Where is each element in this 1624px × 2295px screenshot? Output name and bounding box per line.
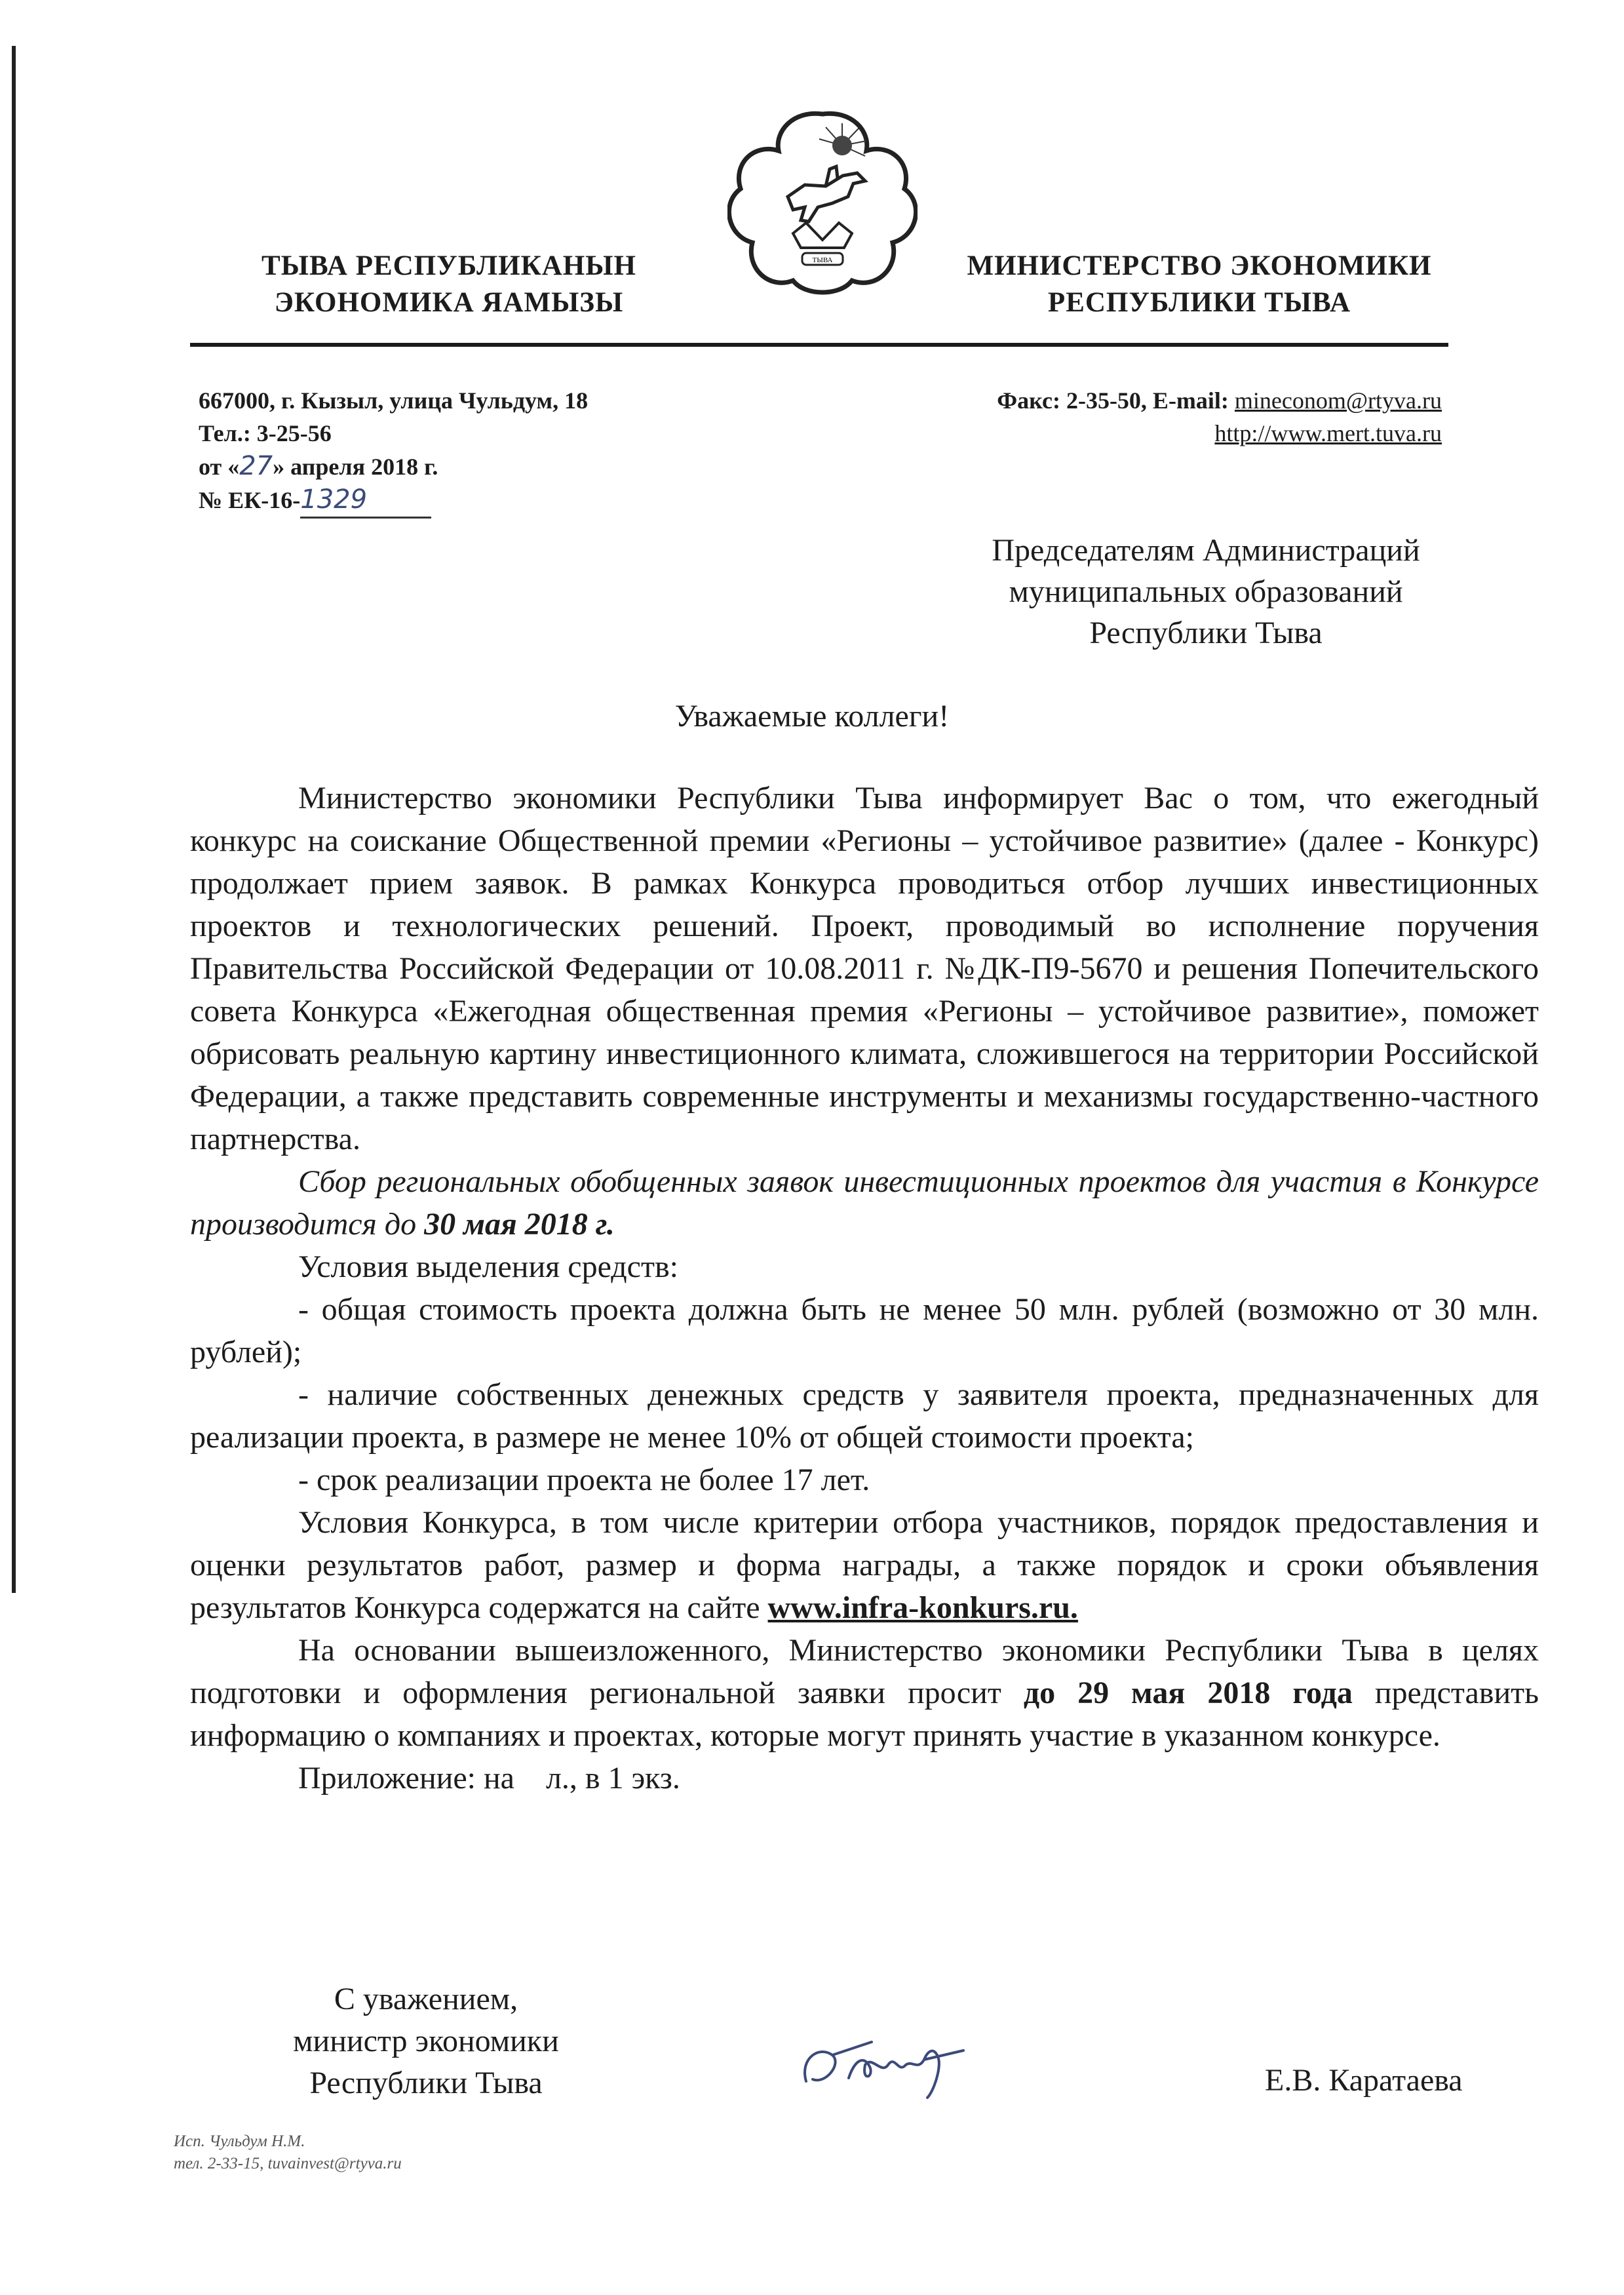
- paragraph-2: Сбор региональных обобщенных заявок инвестиционных проектов для участия в Конкурсе производится до 30 мая 2018 г.: [190, 1164, 1539, 1242]
- sender-address-block: [199, 384, 588, 519]
- website-link[interactable]: http://www.mert.tuva.ru: [1214, 420, 1442, 446]
- handwritten-signature: [793, 2019, 990, 2104]
- deadline-date: 30 мая 2018 г.: [424, 1207, 615, 1242]
- attachment-note: Приложение: на л., в 1 экз.: [298, 1761, 680, 1795]
- letter-body: [190, 777, 1539, 1799]
- executor-note: [174, 2130, 402, 2175]
- closing-line1: С уважением,: [334, 1982, 518, 2016]
- right-header-line2: РЕСПУБЛИКИ ТЫВА: [1047, 287, 1351, 318]
- executor-name: Исп. Чульдум Н.М.: [174, 2132, 305, 2150]
- executor-contact: тел. 2-33-15, tuvainvest@rtyva.ru: [174, 2155, 402, 2172]
- right-header-line1: МИНИСТЕРСТВО ЭКОНОМИКИ: [967, 250, 1432, 281]
- paragraph-7: Условия Конкурса, в том числе критерии отбора участников, порядок предоставления и оценки результатов работ, размер и форма награды, а также порядок и сроки объявления результатов Конкурса содержатся на сайте www.infra-konkurs.ru.: [190, 1505, 1539, 1625]
- addressee-line1: Председателям Администраций: [992, 533, 1420, 568]
- left-header-title: [242, 248, 655, 321]
- paragraph-8: На основании вышеизложенного, Министерство экономики Республики Тыва в целях подготовки и оформления региональной заявки просит до 29 мая 2018 года представить информацию о компаниях и проектах, которые могут принять участие в указанном конкурсе.: [190, 1633, 1539, 1753]
- date-day-handwritten: 27: [239, 451, 273, 481]
- date-line: от «27» апреля 2018 г.: [199, 451, 438, 481]
- signer-name: Е.В. Каратаева: [1265, 2063, 1463, 2098]
- right-header-title: [944, 248, 1455, 321]
- contact-block: [997, 384, 1442, 450]
- closing-block: [256, 1978, 596, 2104]
- outgoing-number-handwritten: 1329: [300, 484, 368, 515]
- addressee-block: [918, 530, 1494, 654]
- condition-cost: - общая стоимость проекта должна быть не менее 50 млн. рублей (возможно от 30 млн. рублей);: [190, 1292, 1539, 1369]
- header-divider: [190, 343, 1448, 347]
- address-line: 667000, г. Кызыл, улица Чульдум, 18: [199, 387, 589, 414]
- condition-term: - срок реализации проекта не более 17 лет.: [298, 1462, 870, 1497]
- greeting: Уважаемые коллеги!: [674, 699, 950, 734]
- addressee-line3: Республики Тыва: [1089, 616, 1323, 650]
- emblem-label: ТЫВА: [812, 256, 833, 264]
- submission-deadline: до 29 мая 2018 года: [1023, 1676, 1353, 1710]
- addressee-line2: муниципальных образований: [1009, 574, 1403, 609]
- left-header-line2: ЭКОНОМИКА ЯАМЫЗЫ: [274, 287, 624, 318]
- coat-of-arms-emblem: [727, 105, 918, 295]
- outgoing-number-line: № ЕК-16-1329: [199, 483, 588, 519]
- paragraph-3: Условия выделения средств:: [298, 1249, 678, 1284]
- paragraph-1: Министерство экономики Республики Тыва информирует Вас о том, что ежегодный конкурс на соискание Общественной премии «Регионы – устойчивое развитие» (далее - Конкурс) продолжает прием заявок. В рамках Конкурса проводиться отбор лучших инвестиционных проектов и технологических решений. Проект, проводимый во исполнение поручения Правительства Российской Федерации от 10.08.2011 г. №ДК-П9-5670 и решения Попечительского совета Конкурса «Ежегодная общественная премия «Регионы – устойчивое развитие», поможет обрисовать реальную картину инвестиционного климата, сложившегося на территории Российской Федерации, а также представить современные инструменты и механизмы государственно-частного партнерства.: [190, 781, 1539, 1156]
- fax-email-line: Факс: 2-35-50, E-mail: mineconom@rtyva.ru: [997, 387, 1442, 414]
- closing-line3: Республики Тыва: [309, 2066, 543, 2100]
- scan-edge-line: [12, 46, 16, 1593]
- condition-own-funds: - наличие собственных денежных средств у заявителя проекта, предназначенных для реализации проекта, в размере не менее 10% от общей стоимости проекта;: [190, 1377, 1539, 1455]
- left-header-line1: ТЫВА РЕСПУБЛИКАНЫН: [261, 250, 636, 281]
- contest-website-link[interactable]: www.infra-konkurs.ru.: [767, 1590, 1078, 1625]
- closing-line2: министр экономики: [293, 2024, 559, 2058]
- email-link[interactable]: mineconom@rtyva.ru: [1234, 387, 1442, 414]
- phone-line: Тел.: 3-25-56: [199, 420, 332, 446]
